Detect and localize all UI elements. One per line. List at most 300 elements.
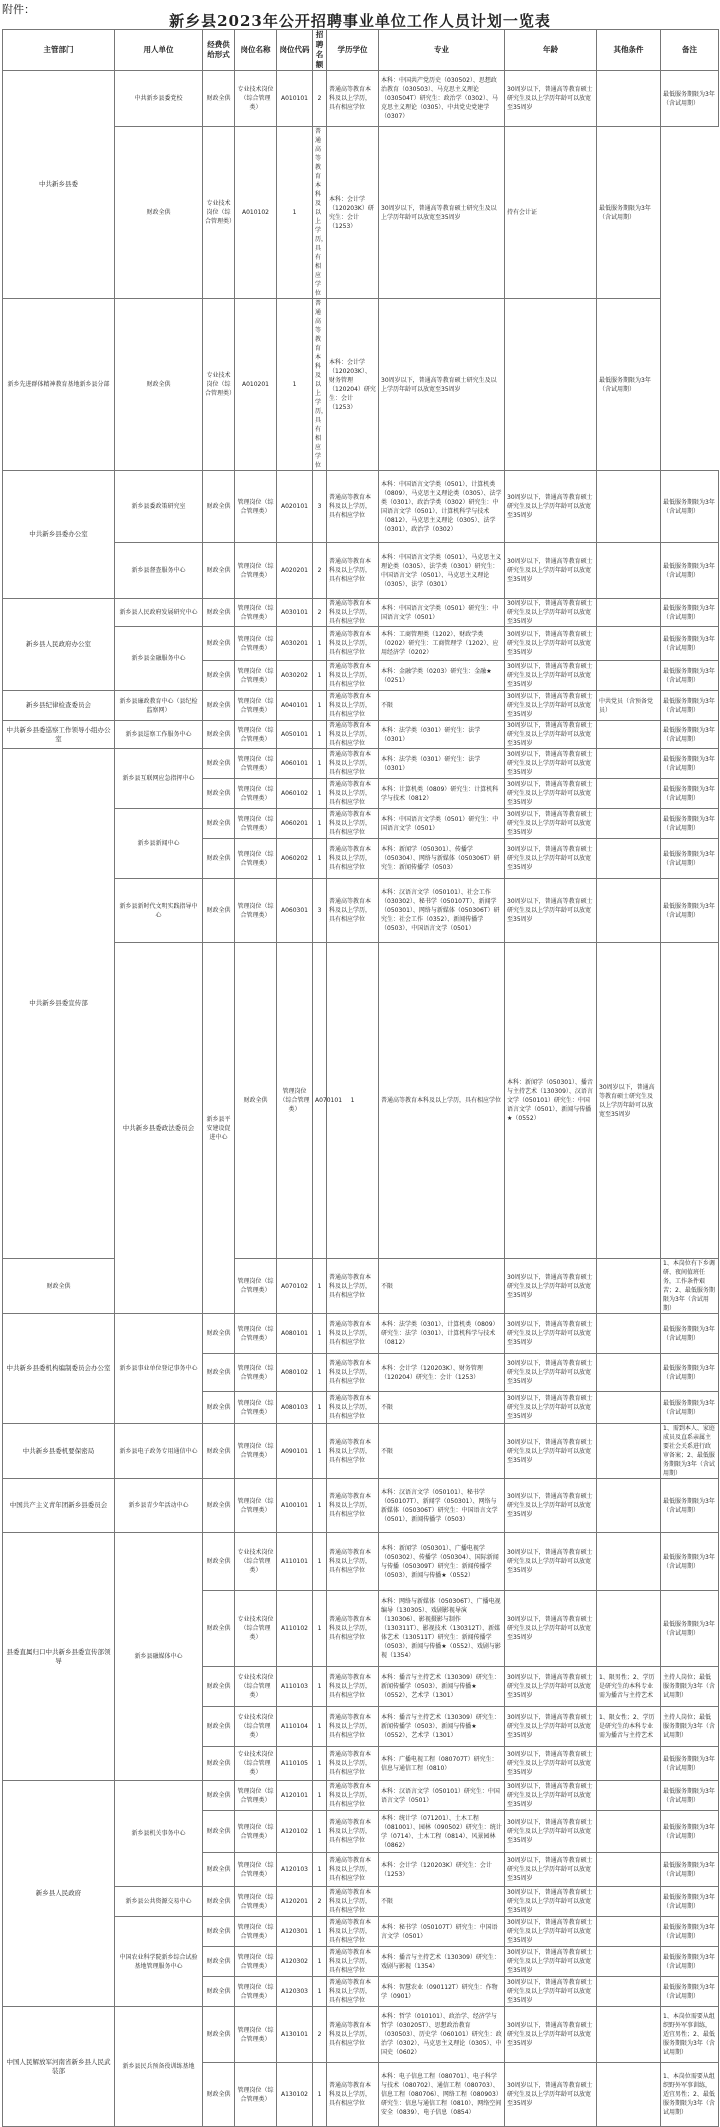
cell-unit: 新乡县督查服务中心 [115, 543, 203, 599]
cell-position: 管理岗位（综合管理类） [235, 1977, 277, 2007]
cell-other [597, 721, 661, 749]
cell-position: 管理岗位（综合管理类） [235, 1887, 277, 1917]
cell-code: A040101 [277, 691, 313, 721]
cell-major: 不限 [379, 1887, 505, 1917]
cell-position: 管理岗位（综合管理类） [235, 749, 277, 779]
cell-code: A070102 [277, 1259, 313, 1314]
cell-quota: 1 [313, 661, 327, 691]
cell-fund: 财政全供 [203, 2063, 235, 2127]
cell-age: 30周岁以下，普通高等教育硕士研究生及以上学历年龄可以放宽至35周岁 [505, 1947, 597, 1977]
cell-other [505, 299, 597, 471]
cell-code: A080101 [277, 1314, 313, 1354]
cell-note: 1、本岗位需要从组织野外军事训练，适宜男性；2、最低服务期限为3年（含试用期） [661, 2007, 719, 2063]
cell-unit: 新乡县电子政务专用通信中心 [115, 1424, 203, 1479]
cell-age: 30周岁以下，普通高等教育硕士研究生及以上学历年龄可以放宽至35周岁 [505, 1392, 597, 1424]
cell-quota: 1 [313, 1314, 327, 1354]
cell-code: A070101 [313, 943, 327, 1259]
cell-major: 本科：会计学（120203K）、财务管理（120204）研究生：会计（1253） [379, 1354, 505, 1392]
cell-unit: 新乡县巡察工作服务中心 [115, 721, 203, 749]
cell-major: 本科：播音与主持艺术（130309）研究生：戏剧与影视（1354） [379, 1947, 505, 1977]
cell-age: 30周岁以下，普通高等教育硕士研究生及以上学历年龄可以放宽至35周岁 [505, 71, 597, 127]
cell-quota: 1 [313, 809, 327, 839]
cell-unit: 新乡县机关事务中心 [115, 1781, 203, 1887]
cell-code: A120302 [277, 1947, 313, 1977]
cell-age: 30周岁以下，普通高等教育硕士研究生及以上学历年龄可以放宽至35周岁 [505, 1259, 597, 1314]
cell-fund: 财政全供 [203, 1707, 235, 1747]
cell-other [597, 809, 661, 839]
cell-fund: 财政全供 [203, 1747, 235, 1781]
cell-code: A130101 [277, 2007, 313, 2063]
cell-quota: 1 [313, 1354, 327, 1392]
cell-note: 最低服务期限为3年（含试用期） [661, 1479, 719, 1533]
cell-other [597, 1479, 661, 1533]
cell-code: A010102 [235, 127, 277, 299]
cell-education: 普通高等教育本科及以上学历，具有相应学位 [327, 1887, 379, 1917]
cell-unit: 新乡县民兵预备役训练基地 [115, 2007, 203, 2127]
cell-code: A120301 [277, 1917, 313, 1947]
table-row [3, 471, 719, 543]
cell-major: 本科：会计学（120203K）研究生：会计（1253） [379, 1853, 505, 1887]
cell-code: A060202 [277, 839, 313, 879]
cell-education: 普通高等教育本科及以上学历，具有相应学位 [327, 661, 379, 691]
table-row [3, 691, 719, 721]
cell-quota: 1 [313, 1747, 327, 1781]
cell-fund: 财政全供 [203, 879, 235, 943]
cell-quota: 2 [313, 1887, 327, 1917]
cell-note: 最低服务期限为3年（含试用期） [661, 627, 719, 661]
document-title: 新乡县2023年公开招聘事业单位工作人员计划一览表 [169, 12, 551, 30]
cell-fund: 财政全供 [203, 627, 235, 661]
cell-position: 管理岗位（综合管理类） [235, 721, 277, 749]
cell-fund: 财政全供 [203, 1314, 235, 1354]
cell-education: 普通高等教育本科及以上学历，具有相应学位 [327, 1591, 379, 1667]
cell-quota: 2 [313, 599, 327, 627]
cell-major: 本科：广播电视工程（080707T）研究生：信息与通信工程（0810） [379, 1747, 505, 1781]
cell-note: 最低服务期限为3年（含试用期） [661, 599, 719, 627]
cell-note: 最低服务期限为3年（含试用期） [661, 1392, 719, 1424]
cell-unit: 新乡县金融服务中心 [115, 627, 203, 691]
cell-fund: 财政全供 [203, 1977, 235, 2007]
cell-unit: 新乡县廉政教育中心（县纪检监察网） [115, 691, 203, 721]
cell-code: A030101 [277, 599, 313, 627]
cell-note: 最低服务期限为3年（含试用期） [661, 71, 719, 127]
cell-code: A030201 [277, 627, 313, 661]
cell-position: 管理岗位（综合管理类） [235, 471, 277, 543]
table-row [3, 1314, 719, 1354]
cell-fund: 财政全供 [203, 599, 235, 627]
cell-other [597, 879, 661, 943]
cell-code: A090101 [277, 1424, 313, 1479]
cell-fund: 财政全供 [115, 299, 203, 471]
cell-major: 不限 [379, 1424, 505, 1479]
cell-position: 专业技术岗位（综合管理类） [235, 1747, 277, 1781]
cell-age: 30周岁以下，普通高等教育硕士研究生及以上学历年龄可以放宽至35周岁 [505, 661, 597, 691]
cell-major: 本科：中国语言文学类（0501）研究生：中国语言文学（0501） [379, 809, 505, 839]
cell-education: 普通高等教育本科及以上学历，具有相应学位 [327, 2063, 379, 2127]
recruitment-table [2, 29, 719, 2127]
cell-age: 30周岁以下，普通高等教育硕士研究生及以上学历年龄可以放宽至35周岁 [505, 1591, 597, 1667]
cell-note: 最低服务期限为3年（含试用期） [661, 1917, 719, 1947]
cell-fund: 财政全供 [203, 1781, 235, 1811]
cell-quota: 1 [313, 1591, 327, 1667]
cell-age: 30周岁以下，普通高等教育硕士研究生及以上学历年龄可以放宽至35周岁 [505, 721, 597, 749]
cell-other [597, 1811, 661, 1853]
cell-major: 本科：法学类（0301）研究生：法学（0301） [379, 749, 505, 779]
cell-education: 普通高等教育本科及以上学历，具有相应学位 [313, 299, 327, 471]
cell-age: 30周岁以下，普通高等教育硕士研究生及以上学历年龄可以放宽至35周岁 [505, 879, 597, 943]
cell-dept: 新乡县人民政府 [3, 1781, 115, 2007]
cell-note: 最低服务期限为3年（含试用期） [597, 299, 661, 471]
cell-position: 专业技术岗位（综合管理类） [235, 1707, 277, 1747]
cell-other [597, 1917, 661, 1947]
cell-age: 30周岁以下，普通高等教育硕士研究生及以上学历年龄可以放宽至35周岁 [505, 1853, 597, 1887]
cell-major: 本科：电子信息工程（080701）、电子科学与技术（080702）、通信工程（080703）、信息工程（080706）、网络工程（080903）研究生：信息与通信工程（0810）、网络空间安全（0839）、电子信息（0854） [379, 2063, 505, 2127]
cell-note: 最低服务期限为3年（含试用期） [661, 1781, 719, 1811]
cell-code: A120201 [277, 1887, 313, 1917]
cell-position: 专业技术岗位（综合管理类） [203, 299, 235, 471]
cell-education: 普通高等教育本科及以上学历，具有相应学位 [327, 1314, 379, 1354]
cell-note: 最低服务期限为3年（含试用期） [661, 1533, 719, 1591]
cell-education: 普通高等教育本科及以上学历，具有相应学位 [327, 1479, 379, 1533]
cell-other [597, 1947, 661, 1977]
cell-quota: 1 [313, 1424, 327, 1479]
cell-major: 本科：中国共产党历史（030502）、思想政治教育（030503）、马克思主义理论（030504T）研究生：政治学（0302）、马克思主义理论（0305）、中共党史党建学（0307） [379, 71, 505, 127]
table-row [3, 1479, 719, 1533]
cell-major: 本科：汉语言文学（050101）、社会工作（030302）、秘书学（050107T）、新闻学（050301）、网络与新媒体（050306T）研究生：社会工作（0352）、新闻传播学（0503）、中国语言文学（0501） [379, 879, 505, 943]
cell-unit: 新乡县新闻中心 [115, 809, 203, 879]
cell-education: 普通高等教育本科及以上学历，具有相应学位 [327, 1392, 379, 1424]
table-row [3, 2007, 719, 2063]
cell-age: 30周岁以下，普通高等教育硕士研究生及以上学历年龄可以放宽至35周岁 [505, 1781, 597, 1811]
cell-quota: 1 [313, 1259, 327, 1314]
cell-other [597, 779, 661, 809]
cell-other [597, 627, 661, 661]
attachment-label: 附件： [2, 3, 35, 16]
cell-education: 普通高等教育本科及以上学历，具有相应学位 [327, 1917, 379, 1947]
cell-other [597, 1853, 661, 1887]
cell-major: 本科：法学类（0301）、计算机类（0809）研究生：法学（0301）、计算机科学与技术（0812） [379, 1314, 505, 1354]
cell-position: 管理岗位（综合管理类） [235, 627, 277, 661]
cell-code: A030202 [277, 661, 313, 691]
cell-quota: 1 [313, 1917, 327, 1947]
cell-code: A120303 [277, 1977, 313, 2007]
cell-position: 管理岗位（综合管理类） [235, 2007, 277, 2063]
cell-code: A130102 [277, 2063, 313, 2127]
cell-age: 30周岁以下，普通高等教育硕士研究生及以上学历年龄可以放宽至35周岁 [379, 299, 505, 471]
cell-note: 最低服务期限为3年（含试用期） [661, 809, 719, 839]
cell-education: 普通高等教育本科及以上学历，具有相应学位 [379, 943, 505, 1259]
cell-note: 最低服务期限为3年（含试用期） [661, 1591, 719, 1667]
cell-code: A120101 [277, 1781, 313, 1811]
cell-major: 本科：中国语言文学类（0501）、马克思主义理论类（0305）、法学类（0301）研究生：中国语言文学（0501）、马克思主义理论（0305）、法学（0301） [379, 543, 505, 599]
cell-age: 30周岁以下，普通高等教育硕士研究生及以上学历年龄可以放宽至35周岁 [505, 1707, 597, 1747]
cell-code: A050101 [277, 721, 313, 749]
cell-unit: 新乡县融媒体中心 [115, 1533, 203, 1781]
cell-other [597, 1977, 661, 2007]
cell-education: 普通高等教育本科及以上学历，具有相应学位 [327, 691, 379, 721]
cell-position: 管理岗位（综合管理类） [235, 839, 277, 879]
header-code: 岗位代码 [277, 30, 313, 71]
cell-quota: 1 [313, 749, 327, 779]
cell-code: A080103 [277, 1392, 313, 1424]
cell-note: 最低服务期限为3年（含试用期） [661, 471, 719, 543]
cell-quota: 1 [313, 691, 327, 721]
cell-education: 普通高等教育本科及以上学历，具有相应学位 [327, 1853, 379, 1887]
cell-other [597, 2007, 661, 2063]
cell-fund: 财政全供 [203, 2007, 235, 2063]
cell-fund: 财政全供 [203, 1354, 235, 1392]
cell-age: 30周岁以下，普通高等教育硕士研究生及以上学历年龄可以放宽至35周岁 [505, 1424, 597, 1479]
cell-note: 最低服务期限为3年（含试用期） [597, 127, 661, 299]
cell-note: 最低服务期限为3年（含试用期） [661, 691, 719, 721]
cell-fund: 财政全供 [235, 943, 277, 1259]
cell-dept: 新乡县人民政府办公室 [3, 599, 115, 691]
cell-code: A110104 [277, 1707, 313, 1747]
cell-position: 管理岗位（综合管理类） [235, 1811, 277, 1853]
cell-major: 不限 [379, 1259, 505, 1314]
cell-education: 普通高等教育本科及以上学历，具有相应学位 [327, 1354, 379, 1392]
cell-fund: 财政全供 [203, 721, 235, 749]
cell-age: 30周岁以下，普通高等教育硕士研究生及以上学历年龄可以放宽至35周岁 [505, 1314, 597, 1354]
cell-education: 普通高等教育本科及以上学历，具有相应学位 [327, 721, 379, 749]
cell-other: 持有会计证 [505, 127, 597, 299]
cell-quota: 1 [313, 1853, 327, 1887]
cell-other [597, 2063, 661, 2127]
cell-quota: 1 [313, 1947, 327, 1977]
cell-code: A060102 [277, 779, 313, 809]
cell-position: 管理岗位（综合管理类） [235, 1917, 277, 1947]
cell-other [597, 471, 661, 543]
cell-fund: 财政全供 [203, 71, 235, 127]
cell-age: 30周岁以下，普通高等教育硕士研究生及以上学历年龄可以放宽至35周岁 [505, 471, 597, 543]
cell-dept: 中共新乡县委办公室 [3, 471, 115, 599]
cell-fund: 财政全供 [203, 1811, 235, 1853]
cell-education: 普通高等教育本科及以上学历，具有相应学位 [327, 1747, 379, 1781]
cell-note: 最低服务期限为3年（含试用期） [661, 1354, 719, 1392]
cell-fund: 财政全供 [203, 1887, 235, 1917]
cell-position: 管理岗位（综合管理类） [235, 691, 277, 721]
cell-position: 管理岗位（综合管理类） [235, 1314, 277, 1354]
cell-other [597, 1591, 661, 1667]
cell-major: 本科：播音与主持艺术（130309）研究生：新闻传播学（0503）、新闻与传播★（0552）、艺术学（1301） [379, 1667, 505, 1707]
cell-position: 管理岗位（综合管理类） [235, 1259, 277, 1314]
cell-position: 管理岗位（综合管理类） [235, 1947, 277, 1977]
cell-major: 本科：金融学类（0203）研究生：金融★（0251） [379, 661, 505, 691]
cell-age: 30周岁以下，普通高等教育硕士研究生及以上学历年龄可以放宽至35周岁 [505, 2063, 597, 2127]
cell-fund: 财政全供 [203, 1667, 235, 1707]
cell-major: 本科：哲学（010101）、政治学、经济学与哲学（030205T）、思想政治教育（030503）、历史学（060101）研究生：政治学（0302）、马克思主义理论（0305）、中国史（0602） [379, 2007, 505, 2063]
cell-quota: 1 [277, 299, 313, 471]
cell-age: 30周岁以下，普通高等教育硕士研究生及以上学历年龄可以放宽至35周岁 [505, 2007, 597, 2063]
cell-note: 最低服务期限为3年（含试用期） [661, 1887, 719, 1917]
cell-age: 30周岁以下，普通高等教育硕士研究生及以上学历年龄可以放宽至35周岁 [505, 627, 597, 661]
cell-fund: 财政全供 [203, 471, 235, 543]
cell-education: 普通高等教育本科及以上学历，具有相应学位 [327, 543, 379, 599]
cell-code: A110101 [277, 1533, 313, 1591]
table-row [3, 71, 719, 127]
cell-fund: 财政全供 [203, 1424, 235, 1479]
cell-note: 最低服务期限为3年（含试用期） [661, 1947, 719, 1977]
cell-quota: 2 [313, 71, 327, 127]
cell-age: 30周岁以下，普通高等教育硕士研究生及以上学历年龄可以放宽至35周岁 [505, 779, 597, 809]
cell-position: 管理岗位（综合管理类） [235, 1853, 277, 1887]
cell-note: 最低服务期限为3年（含试用期） [661, 839, 719, 879]
cell-unit: 新乡县平安建设促进中心 [203, 943, 235, 1314]
cell-other: 1、限男性；2、学历是研究生的本科专业需为播音与主持艺术 [597, 1667, 661, 1707]
cell-education: 普通高等教育本科及以上学历，具有相应学位 [327, 1424, 379, 1479]
cell-note: 主持人岗位；最低服务期限为3年（含试用期） [661, 1667, 719, 1707]
table-row [3, 721, 719, 749]
cell-note: 1、本岗位有下乡调研、夜间值班任务，工作条件艰苦；2、最低服务期限为3年（含试用期） [661, 1259, 719, 1314]
cell-education: 普通高等教育本科及以上学历，具有相应学位 [327, 1947, 379, 1977]
cell-age: 30周岁以下，普通高等教育硕士研究生及以上学历年龄可以放宽至35周岁 [505, 691, 597, 721]
cell-age: 30周岁以下，普通高等教育硕士研究生及以上学历年龄可以放宽至35周岁 [505, 749, 597, 779]
cell-education: 普通高等教育本科及以上学历，具有相应学位 [327, 809, 379, 839]
cell-age: 30周岁以下，普通高等教育硕士研究生及以上学历年龄可以放宽至35周岁 [379, 127, 505, 299]
cell-note: 最低服务期限为3年（含试用期） [661, 1811, 719, 1853]
table-header-row [3, 30, 719, 71]
cell-unit: 新乡县青少年活动中心 [115, 1479, 203, 1533]
cell-other [597, 599, 661, 627]
cell-position: 管理岗位（综合管理类） [235, 1424, 277, 1479]
cell-other [597, 1392, 661, 1424]
cell-other [597, 543, 661, 599]
cell-note: 最低服务期限为3年（含试用期） [661, 1853, 719, 1887]
cell-quota: 1 [313, 1977, 327, 2007]
cell-fund: 财政全供 [203, 691, 235, 721]
cell-unit: 新乡县互联网应急指挥中心 [115, 749, 203, 809]
cell-other [597, 1887, 661, 1917]
cell-education: 普通高等教育本科及以上学历，具有相应学位 [327, 71, 379, 127]
table-row [3, 1533, 719, 1591]
cell-other [597, 1781, 661, 1811]
cell-note: 最低服务期限为3年（含试用期） [661, 749, 719, 779]
cell-quota: 1 [313, 1707, 327, 1747]
cell-position: 专业技术岗位（综合管理类） [235, 1533, 277, 1591]
cell-major: 本科：新闻学（050301）、播音与主持艺术（130309）、汉语言文学（050101）研究生：中国语言文学（0501）、新闻与传播★（0552） [505, 943, 597, 1259]
cell-age: 30周岁以下，普通高等教育硕士研究生及以上学历年龄可以放宽至35周岁 [505, 839, 597, 879]
cell-dept: 中国共产主义青年团新乡县委员会 [3, 1479, 115, 1533]
cell-note: 最低服务期限为3年（含试用期） [661, 1977, 719, 2007]
cell-other [597, 1424, 661, 1479]
cell-fund: 财政全供 [115, 127, 203, 299]
cell-major: 不限 [379, 1392, 505, 1424]
header-note: 备注 [661, 30, 719, 71]
cell-education: 普通高等教育本科及以上学历，具有相应学位 [327, 1533, 379, 1591]
cell-position: 管理岗位（综合管理类） [235, 809, 277, 839]
cell-position: 管理岗位（综合管理类） [235, 543, 277, 599]
cell-dept: 中国人民解放军河南省新乡县人民武装部 [3, 2007, 115, 2127]
cell-age: 30周岁以下，普通高等教育硕士研究生及以上学历年龄可以放宽至35周岁 [505, 599, 597, 627]
cell-quota: 3 [313, 879, 327, 943]
cell-position: 管理岗位（综合管理类） [235, 661, 277, 691]
cell-age: 30周岁以下，普通高等教育硕士研究生及以上学历年龄可以放宽至35周岁 [505, 1977, 597, 2007]
cell-education: 普通高等教育本科及以上学历，具有相应学位 [327, 1781, 379, 1811]
table-row [3, 1259, 719, 1314]
cell-note: 最低服务期限为3年（含试用期） [661, 1747, 719, 1781]
cell-education: 普通高等教育本科及以上学历，具有相应学位 [313, 127, 327, 299]
cell-position: 专业技术岗位（综合管理类） [203, 127, 235, 299]
cell-age: 30周岁以下，普通高等教育硕士研究生及以上学历年龄可以放宽至35周岁 [597, 943, 661, 1259]
cell-major: 本科：汉语言文学（050101）、秘书学（050107T）、新闻学（050301）、网络与新媒体（050306T）研究生：中国语言文学（0501）、新闻传播学（0503） [379, 1479, 505, 1533]
cell-age: 30周岁以下，普通高等教育硕士研究生及以上学历年龄可以放宽至35周岁 [505, 1747, 597, 1781]
cell-unit: 新乡县公共资源交易中心 [115, 1887, 203, 1917]
cell-major: 本科：中国语言文学类（0501）研究生：中国语言文学（0501） [379, 599, 505, 627]
cell-age: 30周岁以下，普通高等教育硕士研究生及以上学历年龄可以放宽至35周岁 [505, 1667, 597, 1707]
cell-code: A120102 [277, 1811, 313, 1853]
cell-dept: 中共新乡县委巡察工作领导小组办公室 [3, 721, 115, 749]
cell-major: 本科：网络与新媒体（050306T）、广播电视编导（130305）、戏剧影视导演（130306）、影视摄影与制作（130311T）、影视技术（130312T）、新媒体艺术（130511T）研究生：新闻传播学（0503）、新闻与传播★（0552）、戏剧与影视（1354） [379, 1591, 505, 1667]
header-other: 其他条件 [597, 30, 661, 71]
cell-fund: 财政全供 [203, 749, 235, 779]
cell-other [661, 943, 719, 1259]
cell-note: 最低服务期限为3年（含试用期） [661, 661, 719, 691]
cell-code: A110103 [277, 1667, 313, 1707]
cell-code: A060101 [277, 749, 313, 779]
header-quota: 招聘名额 [313, 30, 327, 71]
cell-unit: 新乡县事业单位登记事务中心 [115, 1314, 203, 1424]
cell-other [597, 839, 661, 879]
cell-education: 普通高等教育本科及以上学历，具有相应学位 [327, 749, 379, 779]
cell-note: 最低服务期限为3年（含试用期） [661, 879, 719, 943]
cell-other [597, 1533, 661, 1591]
cell-major: 本科：新闻学（050301）、传播学（050304）、网络与新媒体（050306T）研究生：新闻传播学（0503） [379, 839, 505, 879]
cell-position: 管理岗位（综合管理类） [277, 943, 313, 1259]
cell-unit: 中共新乡县委党校 [115, 71, 203, 127]
cell-dept: 中共新乡县委政法委员会 [115, 943, 203, 1314]
cell-fund: 财政全供 [203, 1392, 235, 1424]
cell-quota: 2 [313, 543, 327, 599]
table-row [3, 749, 719, 779]
cell-position: 管理岗位（综合管理类） [235, 599, 277, 627]
cell-major: 本科：播音与主持艺术（130309）研究生：新闻传播学（0503）、新闻与传播★（0552）、艺术学（1301） [379, 1707, 505, 1747]
cell-fund: 财政全供 [203, 779, 235, 809]
cell-quota: 1 [313, 721, 327, 749]
cell-quota: 1 [277, 127, 313, 299]
cell-other [597, 661, 661, 691]
cell-fund: 财政全供 [203, 1947, 235, 1977]
cell-dept: 新乡县纪律检查委员会 [3, 691, 115, 721]
cell-note: 最低服务期限为3年（含试用期） [661, 1314, 719, 1354]
cell-dept: 中共新乡县委机要保密局 [3, 1424, 115, 1479]
cell-fund: 财政全供 [203, 661, 235, 691]
cell-education: 普通高等教育本科及以上学历，具有相应学位 [327, 839, 379, 879]
cell-education: 普通高等教育本科及以上学历，具有相应学位 [327, 2007, 379, 2063]
cell-fund: 财政全供 [203, 1533, 235, 1591]
cell-position: 专业技术岗位（综合管理类） [235, 1591, 277, 1667]
cell-quota: 1 [313, 1392, 327, 1424]
header-fund: 经费供给形式 [203, 30, 235, 71]
cell-major: 本科：会计学（120203K）、财务管理（120204）研究生：会计（1253） [327, 299, 379, 471]
cell-note: 主持人岗位；最低服务期限为3年（含试用期） [661, 1707, 719, 1747]
cell-quota: 1 [313, 839, 327, 879]
cell-education: 普通高等教育本科及以上学历，具有相应学位 [327, 627, 379, 661]
cell-fund: 财政全供 [203, 1853, 235, 1887]
cell-education: 普通高等教育本科及以上学历，具有相应学位 [327, 599, 379, 627]
cell-education: 普通高等教育本科及以上学历，具有相应学位 [327, 471, 379, 543]
cell-major: 本科：智慧农业（090112T）研究生：作物学（0901） [379, 1977, 505, 2007]
cell-education: 普通高等教育本科及以上学历，具有相应学位 [327, 1259, 379, 1314]
cell-dept: 县委直属归口中共新乡县委宣传部领导 [3, 1533, 115, 1781]
cell-fund: 财政全供 [203, 1591, 235, 1667]
cell-code: A020101 [277, 471, 313, 543]
cell-major: 本科：工商管理类（1202）、财政学类（0202）研究生：工商管理学（1202）、应用经济学（0202） [379, 627, 505, 661]
cell-education: 普通高等教育本科及以上学历，具有相应学位 [327, 1707, 379, 1747]
header-age: 年龄 [505, 30, 597, 71]
cell-note: 最低服务期限为3年（含试用期） [661, 779, 719, 809]
cell-major: 本科：法学类（0301）研究生：法学（0301） [379, 721, 505, 749]
cell-fund: 财政全供 [203, 543, 235, 599]
